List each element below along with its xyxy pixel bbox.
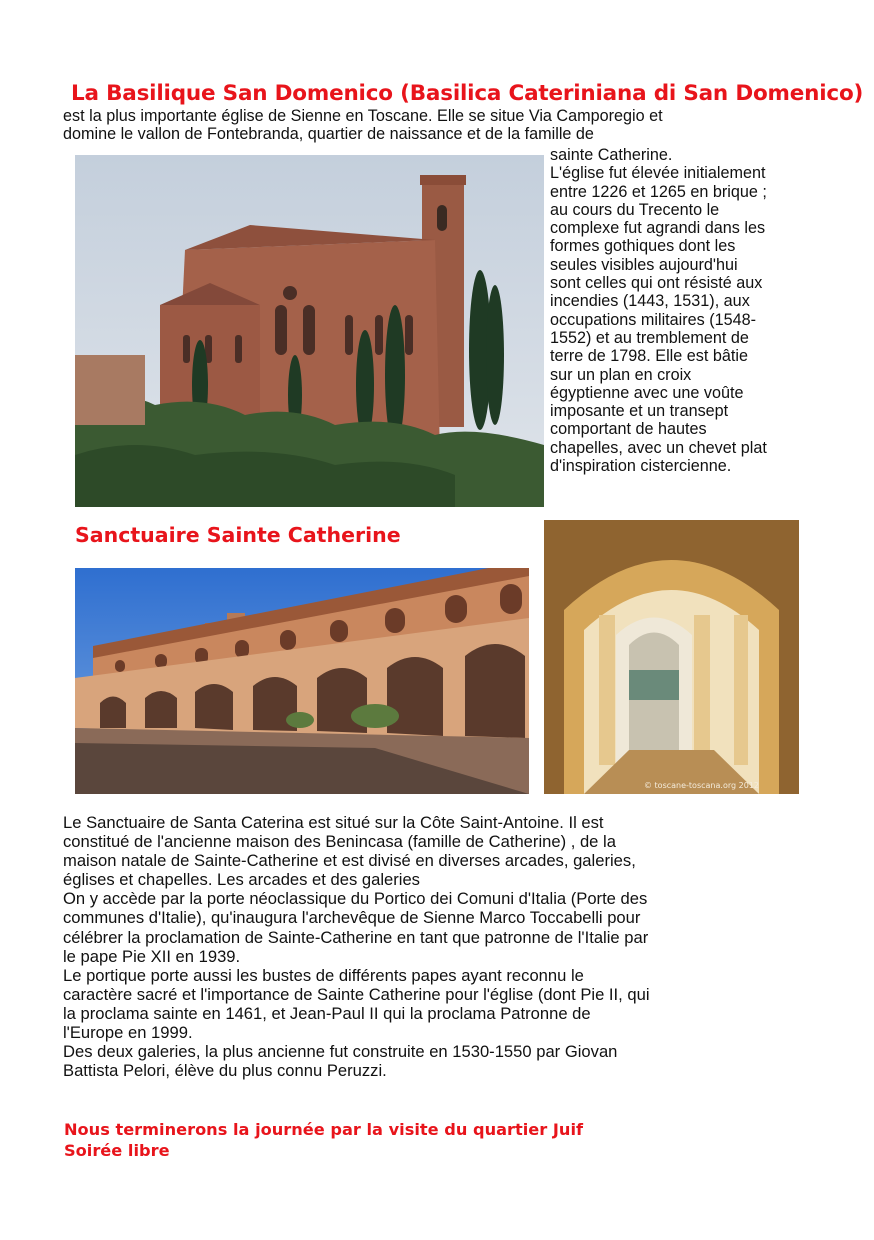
- basilica-side-line: seules visibles aujourd'hui: [550, 255, 738, 274]
- sanctuary-text-line: caractère sacré et l'importance de Sainte Catherine pour l'église (dont Pie II, qui: [63, 984, 650, 1004]
- basilica-intro-line: est la plus importante église de Sienne en Toscane. Elle se situe Via Camporegio et: [63, 107, 663, 125]
- sanctuary-text-line: maison natale de Sainte-Catherine et est divisé en diverses arcades, galeries,: [63, 851, 636, 871]
- sanctuary-text-line: célébrer la proclamation de Sainte-Catherine en tant que patronne de l'Italie par: [63, 927, 649, 947]
- sanctuary-title: Sanctuaire Sainte Catherine: [75, 523, 401, 547]
- basilica-side-line: formes gothiques dont les: [550, 237, 736, 256]
- closing-line-jewish-quarter: Nous terminerons la journée par la visite du quartier Juif: [64, 1120, 584, 1139]
- photo-watermark: © toscane-toscana.org 2012: [644, 781, 759, 790]
- basilica-side-line: incendies (1443, 1531), aux: [550, 292, 750, 311]
- sanctuary-text-line: communes d'Italie), qu'inaugura l'archevêque de Sienne Marco Toccabelli pour: [63, 908, 641, 928]
- basilica-intro: [63, 107, 803, 144]
- basilica-side-line: occupations militaires (1548-: [550, 310, 757, 329]
- sanctuary-text-line: églises et chapelles. Les arcades et des galeries: [63, 870, 420, 890]
- basilica-side-line: égyptienne avec une voûte: [550, 383, 744, 402]
- sanctuary-text-line: Battista Pelori, élève du plus connu Peruzzi.: [63, 1061, 387, 1081]
- basilica-side-line: d'inspiration cistercienne.: [550, 457, 732, 476]
- basilica-side-line: 1552) et au tremblement de: [550, 328, 749, 347]
- sanctuary-text-line: On y accède par la porte néoclassique du Portico dei Comuni d'Italia (Porte des: [63, 889, 648, 909]
- sanctuary-text-line: Des deux galeries, la plus ancienne fut construite en 1530-1550 par Giovan: [63, 1042, 618, 1062]
- basilica-title: La Basilique San Domenico (Basilica Cateriniana di San Domenico): [71, 81, 864, 106]
- basilica-side-line: chapelles, avec un chevet plat: [550, 438, 767, 457]
- basilica-photo: [75, 155, 544, 507]
- basilica-side-text: [550, 146, 810, 475]
- sanctuary-courtyard-photo: [75, 568, 529, 794]
- basilica-side-line: sur un plan en croix: [550, 365, 692, 384]
- basilica-side-line: L'église fut élevée initialement: [550, 164, 766, 183]
- basilica-intro-line: domine le vallon de Fontebranda, quartier de naissance et de la famille de: [63, 125, 594, 144]
- basilica-side-line: complexe fut agrandi dans les: [550, 219, 766, 238]
- basilica-side-line: sainte Catherine.: [550, 146, 673, 164]
- sanctuary-interior-photo: [544, 520, 799, 794]
- closing-line-free-evening: Soirée libre: [64, 1141, 170, 1160]
- sanctuary-text-line: Le portique porte aussi les bustes de différents papes ayant reconnu le: [63, 965, 584, 985]
- sanctuary-text-line: la proclama sainte en 1461, et Jean-Paul II qui la proclama Patronne de: [63, 1003, 591, 1023]
- basilica-side-line: terre de 1798. Elle est bâtie: [550, 347, 748, 366]
- sanctuary-text-line: Le Sanctuaire de Santa Caterina est situé sur la Côte Saint-Antoine. Il est: [63, 813, 604, 832]
- sanctuary-text-line: l'Europe en 1999.: [63, 1023, 193, 1043]
- basilica-side-line: comportant de hautes: [550, 420, 707, 439]
- basilica-side-line: imposante et un transept: [550, 402, 729, 421]
- sanctuary-text-line: constitué de l'ancienne maison des Benincasa (famille de Catherine) , de la: [63, 832, 616, 852]
- day-closing-note: [64, 1119, 583, 1161]
- basilica-side-line: au cours du Trecento le: [550, 200, 720, 219]
- basilica-side-line: entre 1226 et 1265 en brique ;: [550, 182, 767, 201]
- sanctuary-text-line: le pape Pie XII en 1939.: [63, 946, 241, 966]
- sanctuary-text: [63, 813, 823, 1080]
- basilica-side-line: sont celles qui ont résisté aux: [550, 274, 763, 293]
